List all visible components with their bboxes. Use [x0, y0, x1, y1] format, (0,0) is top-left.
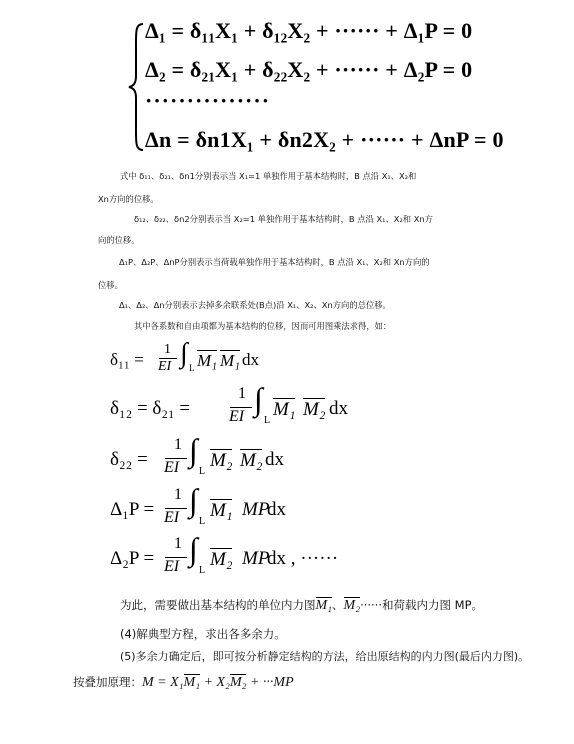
load-moment-mp: MP — [242, 548, 270, 569]
integral-limit: L — [199, 466, 206, 477]
integral-sign: ∫ — [189, 531, 198, 567]
explanation-line-5: 其中各系数和自由项都为基本结构的位移，因而可用图乘法求得，如： — [134, 321, 392, 331]
differential: dx — [329, 398, 348, 419]
integral-limit: L — [189, 363, 195, 373]
unit-moment-m1: M₁ — [197, 351, 218, 370]
differential: dx — [265, 449, 284, 470]
load-moment-mp: MP — [242, 499, 270, 520]
explanation-line-1b: Xn方向的位移。 — [98, 194, 159, 204]
unit-moment-m1: M₁ — [183, 675, 201, 690]
integral-sign: ∫ — [254, 381, 263, 417]
unit-moment-m2: M₂ — [343, 598, 361, 613]
unit-moment-m2: M₂ — [210, 450, 233, 471]
unit-moment-m1: M₁ — [273, 399, 296, 420]
explanation-line-3: Δ₁P、Δ₂P、ΔnP分别表示当荷载单独作用于基本结构时，B 点沿 X₁、X₂和 Xn方向的 — [119, 257, 430, 267]
fraction-denominator: EI — [164, 459, 180, 476]
integral-limit: L — [199, 565, 206, 576]
paragraph-text: 为此，需要做出基本结构的单位内力图 — [120, 598, 316, 612]
unit-moment-m1b: M₁ — [220, 351, 241, 370]
step-5: (5)多余力确定后，即可按分析静定结构的方法，给出原结构的内力图(最后内力图)。 — [120, 650, 530, 663]
fraction-numerator: 1 — [174, 535, 182, 552]
system-brace — [127, 22, 147, 152]
fraction-denominator: EI — [164, 509, 180, 526]
paragraph-unit-diagrams — [120, 597, 483, 614]
equation-ellipsis: ··············· — [145, 88, 271, 113]
paragraph-text-tail: ······和荷载内力图 MP。 — [360, 598, 484, 612]
formula-lhs: δ₁₁ = — [110, 350, 144, 369]
equation-2: Δ₂ = δ₂₁X₁ + δ₂₂X₂ + ······ + Δ₂P = 0 — [145, 57, 473, 82]
superposition-line — [73, 674, 294, 691]
differential: dx — [242, 350, 259, 369]
formula-lhs: Δ₁P = — [110, 499, 155, 520]
explanation-line-4: Δ₁、Δ₂、Δn分别表示去掉多余联系处(B点)沿 X₁、X₂、Xn方向的总位移。 — [119, 300, 391, 310]
explanation-line-2: δ₁₂、δ₂₂、δn2分别表示当 X₂=1 单独作用于基本结构时，B 点沿 X₁、X₂和 Xn方 — [134, 214, 433, 224]
unit-moment-m2b: M₂ — [240, 450, 263, 471]
unit-moment-m2: M₂ — [229, 675, 247, 690]
integral-sign: ∫ — [189, 482, 198, 518]
fraction-numerator: 1 — [174, 486, 182, 503]
fraction-numerator: 1 — [174, 436, 182, 453]
explanation-line-1: 式中 δ₁₁、δ₂₁、δn1分别表示当 X₁=1 单独作用于基本结构时，B 点沿 X₁、X₂和 — [120, 171, 417, 181]
equation-n: Δn = δn1X₁ + δn2X₂ + ······ + ΔnP = 0 — [145, 127, 504, 152]
differential: dx — [267, 499, 286, 520]
integral-sign: ∫ — [189, 432, 198, 468]
formula-lhs: Δ₂P = — [110, 548, 155, 569]
fraction-denominator: EI — [158, 359, 172, 374]
unit-moment-m1: M₁ — [315, 598, 333, 613]
explanation-line-3b: 位移。 — [98, 280, 123, 290]
superposition-mid: + X₂ — [200, 675, 230, 690]
formula-lhs: δ₂₂ = — [110, 449, 148, 470]
formula-lhs: δ₁₂ = δ₂₁ = — [110, 398, 191, 419]
equation-1: Δ₁ = δ₁₁X₁ + δ₁₂X₂ + ······ + Δ₁P = 0 — [145, 18, 473, 43]
integral-sign: ∫ — [180, 338, 188, 369]
differential: dx , ······ — [267, 548, 339, 569]
superposition-tail: + ···MP — [246, 675, 294, 690]
step-4: (4)解典型方程，求出各多余力。 — [120, 627, 286, 641]
superposition-label: 按叠加原理： — [73, 675, 142, 689]
fraction-numerator: 1 — [238, 385, 246, 402]
explanation-line-2b: 向的位移。 — [98, 235, 140, 245]
unit-moment-m1: M₁ — [210, 500, 233, 521]
unit-moment-m2: M₂ — [303, 399, 326, 420]
fraction-numerator: 1 — [164, 342, 171, 357]
unit-moment-m2: M₂ — [210, 549, 233, 570]
integral-limit: L — [199, 516, 206, 527]
fraction-denominator: EI — [164, 558, 180, 575]
integral-limit: L — [264, 415, 271, 426]
fraction-denominator: EI — [229, 408, 245, 425]
separator: 、 — [332, 598, 344, 612]
superposition-m: M = X₁ — [142, 675, 184, 690]
